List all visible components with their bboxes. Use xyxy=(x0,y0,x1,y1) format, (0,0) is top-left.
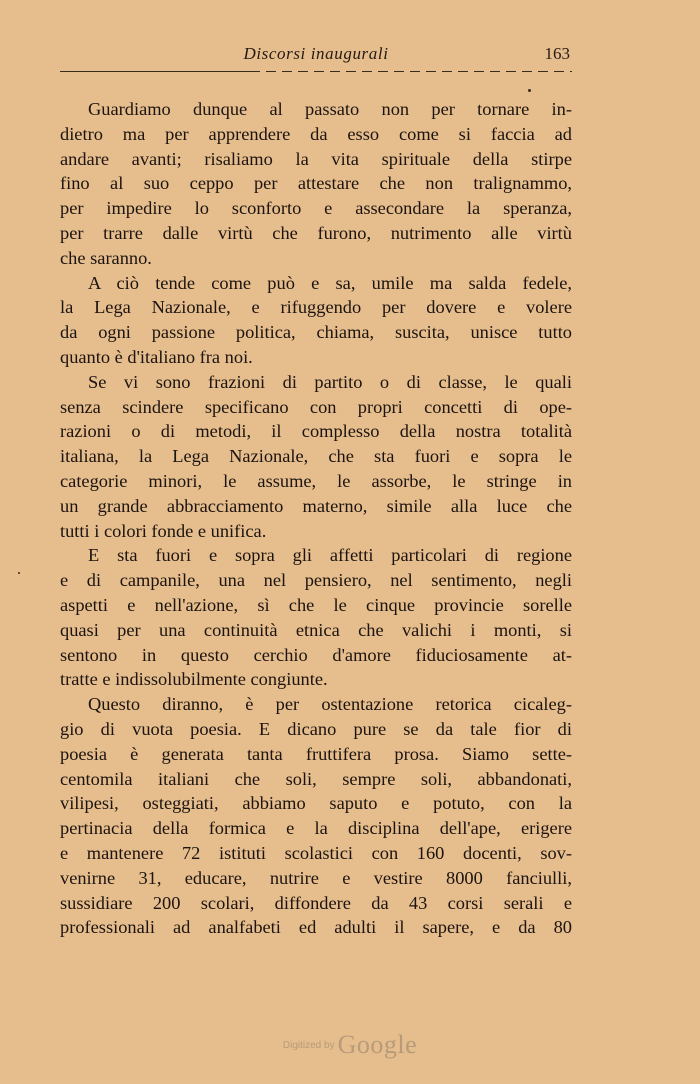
text-line: senza scindere specificano con propri concetti di ope- xyxy=(60,396,572,417)
text-line: un grande abbracciamento materno, simile alla luce che xyxy=(60,495,572,516)
header-rule-wear xyxy=(260,70,572,73)
text-line: aspetti e nell'azione, sì che le cinque provincie sorelle xyxy=(60,594,572,615)
running-title: Discorsi inaugurali xyxy=(243,44,389,63)
text-line: Questo diranno, è per ostentazione retorica cicaleg- xyxy=(88,694,572,715)
text-line: sussidiare 200 scolari, diffondere da 43 corsi serali e xyxy=(60,892,572,913)
text-line: quanto è d'italiano fra noi. xyxy=(60,346,253,367)
text-line: italiana, la Lega Nazionale, che sta fuori e sopra le xyxy=(60,446,572,467)
running-header xyxy=(60,44,572,68)
google-logo: Google xyxy=(337,1030,418,1059)
text-line: E sta fuori e sopra gli affetti particolari di regione xyxy=(88,545,572,566)
text-line: dietro ma per apprendere da esso come si faccia ad xyxy=(60,123,572,144)
digitized-watermark xyxy=(0,1030,700,1060)
text-line: Guardiamo dunque al passato non per tornare in- xyxy=(88,99,572,119)
text-line: per trarre dalle virtù che furono, nutrimento alle virtù xyxy=(60,222,572,243)
watermark-prefix: Digitized by xyxy=(282,1039,335,1051)
text-line: gio di vuota poesia. E dicano pure se da tale fior di xyxy=(60,718,572,739)
text-line: la Lega Nazionale, e rifuggendo per dovere e volere xyxy=(60,297,572,318)
text-line: Se vi sono frazioni di partito o di classe, le quali xyxy=(88,371,572,392)
text-line: da ogni passione politica, chiama, suscita, unisce tutto xyxy=(60,322,572,343)
text-line: professionali ad analfabeti ed adulti il sapere, e da 80 xyxy=(60,917,572,938)
text-line: A ciò tende come può e sa, umile ma salda fedele, xyxy=(88,272,572,293)
text-line: fino al suo ceppo per attestare che non tralignammo, xyxy=(60,173,572,194)
text-line: categorie minori, le assume, le assorbe, le stringe in xyxy=(60,470,572,491)
text-line: quasi per una continuità etnica che valichi i monti, si xyxy=(60,619,572,640)
page-number: 163 xyxy=(544,44,570,63)
text-line: centomila italiani che soli, sempre soli, abbandonati, xyxy=(60,768,572,789)
text-line: venirne 31, educare, nutrire e vestire 8000 fanciulli, xyxy=(60,867,572,888)
body-text xyxy=(60,97,572,940)
text-line: che saranno. xyxy=(60,247,152,268)
text-line: e mantenere 72 istituti scolastici con 160 docenti, sov- xyxy=(60,842,572,863)
text-line: per impedire lo sconforto e assecondare la speranza, xyxy=(60,198,572,219)
text-line: e di campanile, una nel pensiero, nel sentimento, negli xyxy=(60,570,572,591)
text-line: poesia è generata tanta fruttifera prosa. Siamo sette- xyxy=(60,743,572,764)
ink-speck xyxy=(18,572,20,574)
text-line: sentono in questo cerchio d'amore fiduciosamente at- xyxy=(60,644,572,665)
text-line: tratte e indissolubilmente congiunte. xyxy=(60,669,328,690)
text-line: vilipesi, osteggiati, abbiamo saputo e potuto, con la xyxy=(60,793,572,814)
text-line: andare avanti; risaliamo la vita spirituale della stirpe xyxy=(60,148,572,169)
ink-speck xyxy=(528,89,531,92)
text-line: pertinacia della formica e la disciplina dell'ape, erigere xyxy=(60,818,572,839)
text-line: tutti i colori fonde e unifica. xyxy=(60,520,267,541)
text-line: razioni o di metodi, il complesso della nostra totalità xyxy=(60,421,572,442)
